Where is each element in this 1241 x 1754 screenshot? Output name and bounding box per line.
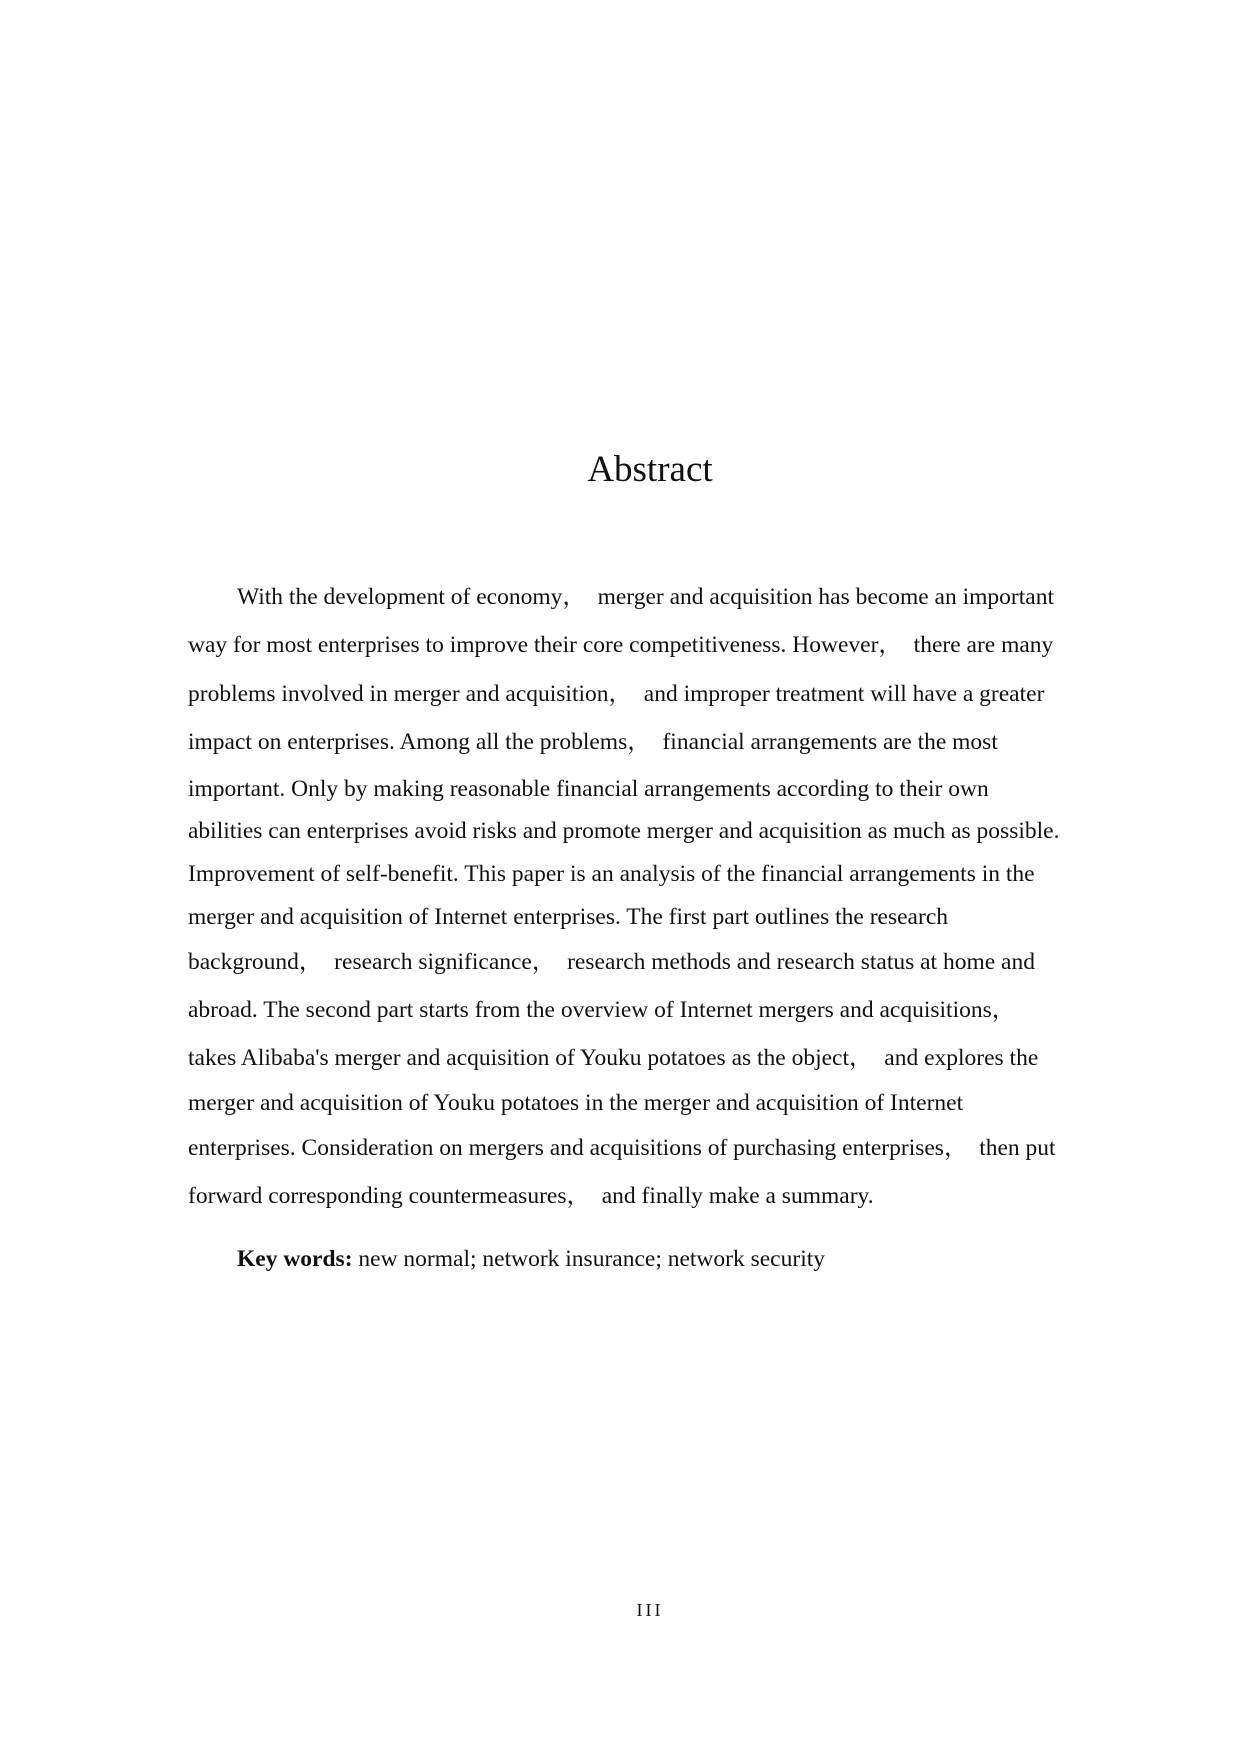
paragraph-line-8: merger and acquisition of Internet enterprises. The first part outlines the research: [188, 904, 948, 930]
paragraph-line-9: background， research significance， research methods and research status at home and: [188, 949, 1035, 975]
paragraph-line-14: forward corresponding countermeasures， and finally make a summary.: [188, 1183, 874, 1209]
paragraph-line-5: important. Only by making reasonable financial arrangements according to their own: [188, 776, 989, 802]
page-title: Abstract: [587, 449, 713, 490]
keywords-label: Key words:: [237, 1246, 353, 1272]
paragraph-line-13: enterprises. Consideration on mergers and acquisitions of purchasing enterprises， then put: [188, 1135, 1056, 1161]
paragraph-line-4: impact on enterprises. Among all the problems， financial arrangements are the most: [188, 729, 998, 755]
paragraph-line-12: merger and acquisition of Youku potatoes in the merger and acquisition of Internet: [188, 1090, 964, 1116]
keywords-text: new normal; network insurance; network security: [352, 1246, 825, 1272]
paragraph-line-3: problems involved in merger and acquisition， and improper treatment will have a greater: [188, 681, 1045, 707]
paragraph-line-11: takes Alibaba's merger and acquisition of Youku potatoes as the object， and explores the: [188, 1045, 1039, 1071]
paragraph-line-2: way for most enterprises to improve their core competitiveness. However， there are many: [188, 632, 1054, 658]
paragraph-line-10: abroad. The second part starts from the overview of Internet mergers and acquisitions，: [188, 997, 1016, 1023]
paragraph-line-1: With the development of economy， merger and acquisition has become an important: [237, 584, 1054, 610]
paragraph-line-6: abilities can enterprises avoid risks and promote merger and acquisition as much as possible.: [188, 818, 1060, 844]
paragraph-line-7: Improvement of self-benefit. This paper is an analysis of the financial arrangements in the: [188, 861, 1035, 887]
page-number: III: [636, 1600, 664, 1620]
keywords-line: [237, 1244, 825, 1274]
